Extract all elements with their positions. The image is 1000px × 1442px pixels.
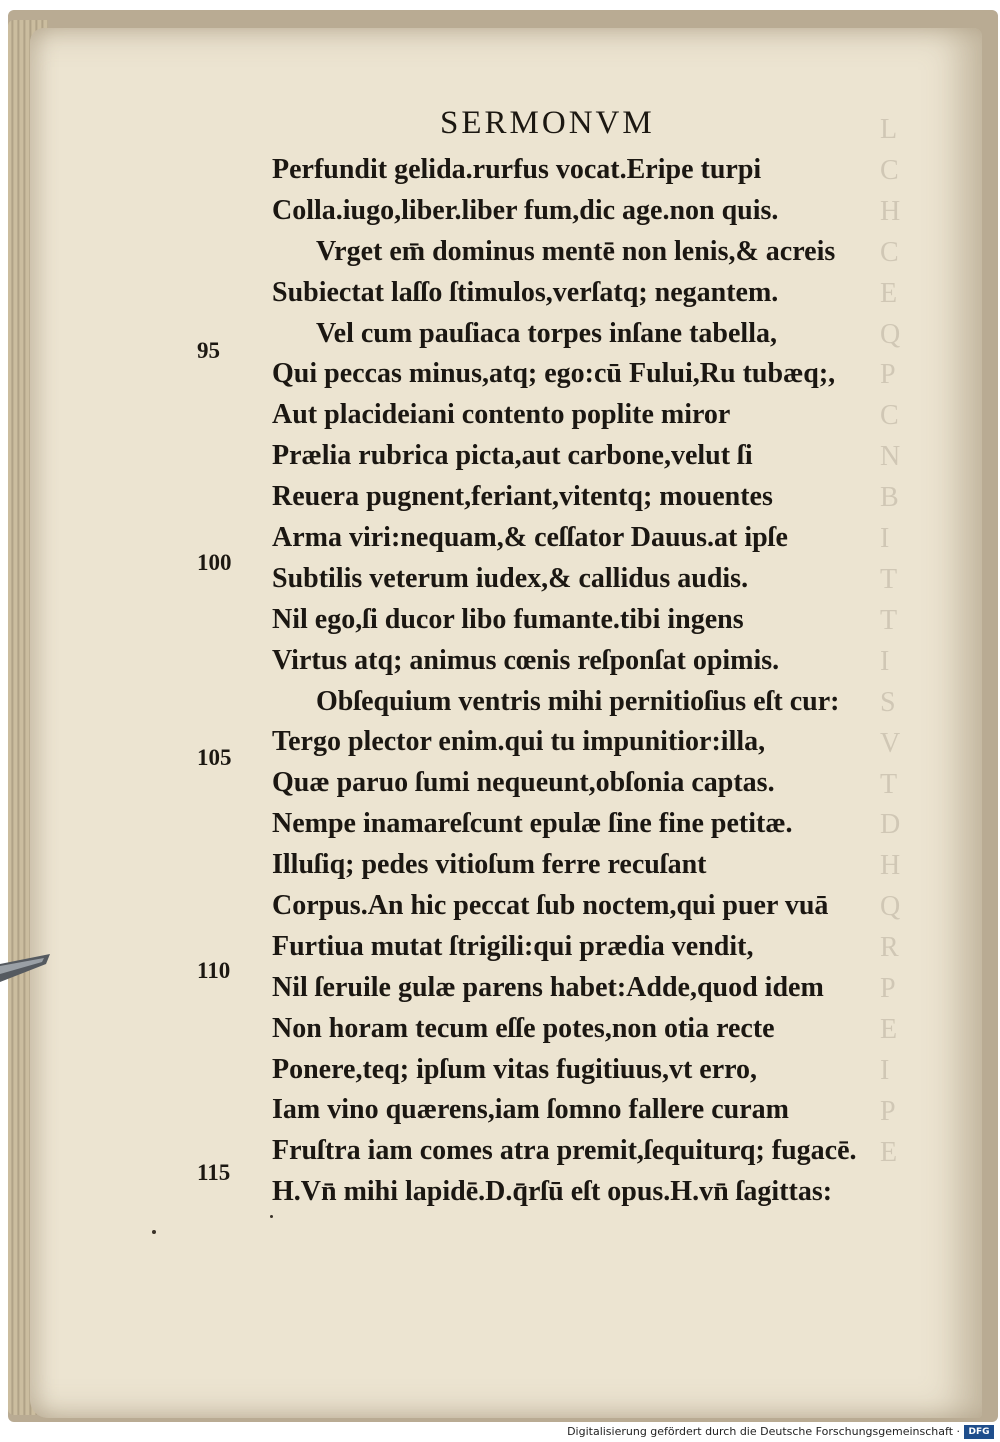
verse-line: Virtus atq; animus cœnis reſponſat opimis.	[272, 644, 780, 676]
verse-line: Fruſtra iam comes atra premit,ſequiturq; fugacē.	[272, 1135, 857, 1167]
verse-line: Perfundit gelida.rurfus vocat.Eripe turpi	[272, 154, 762, 185]
verse-line: Illuſiq; pedes vitioſum ferre recuſant	[272, 849, 707, 881]
verse-line: Nil ego,ſi ducor libo fumante.tibi ingens	[272, 603, 744, 635]
verse-line: Colla.iugo,liber.liber fum,dic age.non quis.	[272, 194, 779, 226]
verse-line: Vrget em̄ dominus mentē non lenis,& acreis	[316, 235, 836, 267]
verse-line: Nil ſeruile gulæ parens habet:Adde,quod idem	[272, 971, 824, 1003]
verse-line: Furtiua mutat ſtrigili:qui prædia vendit,	[272, 930, 754, 962]
verse-list	[272, 150, 872, 1213]
verse-line: Obſequium ventris mihi pernitioſius eſt cur:	[316, 685, 840, 717]
verse-line: Vel cum pauſiaca torpes inſane tabella,	[316, 317, 777, 349]
ink-speck	[152, 1230, 156, 1234]
verse-line: Ponere,teq; ipſum vitas fugitiuus,vt erro,	[272, 1053, 758, 1085]
line-number: 95	[197, 338, 220, 363]
line-number: 105	[197, 745, 232, 770]
verse-line: H.Vn̄ mihi lapidē.D.q̄rſū eſt opus.H.vn̄ ſagittas:	[272, 1176, 833, 1208]
verse-line: Reuera pugnent,feriant,vitentq; mouentes	[272, 481, 773, 513]
verse-line: Iam vino quærens,iam ſomno fallere curam	[272, 1094, 789, 1126]
verse-line: Corpus.An hic peccat ſub noctem,qui puer vuā	[272, 890, 829, 922]
show-through-text: L C H C E Q P C N B I T T I S V T D H Q R P E I P E	[880, 114, 901, 1168]
verse-line: Aut placideiani contento poplite miror	[272, 399, 731, 431]
verse-line: Non horam tecum eſſe potes,non otia recte	[272, 1012, 775, 1044]
scanner-pointer	[0, 952, 52, 992]
verse-line: Subtilis veterum iudex,& callidus audis.	[272, 562, 749, 594]
verse-line: Quæ paruo ſumi nequeunt,obſonia captas.	[272, 767, 775, 799]
running-head: SERMONVM	[440, 105, 655, 141]
line-number: 110	[197, 958, 231, 983]
digitization-credit: Digitalisierung gefördert durch die Deutsche Forschungsgemeinschaft ·	[567, 1425, 960, 1438]
ink-speck	[270, 1215, 273, 1218]
verse-line: Nempe inamareſcunt epulæ ſine fine petitæ.	[272, 808, 793, 840]
line-number: 100	[197, 550, 232, 575]
verse-line: Arma viri:nequam,& ceſſator Dauus.at ipſe	[272, 522, 788, 554]
verse-line: Qui peccas minus,atq; ego:cū Fului,Ru tubæq;,	[272, 358, 836, 390]
verse-line: Tergo plector enim.qui tu impunitior:illa,	[272, 726, 766, 758]
line-number: 115	[197, 1160, 231, 1185]
dfg-logo: DFG	[964, 1425, 994, 1439]
verse-line: Prælia rubrica picta,aut carbone,velut ſi	[272, 440, 753, 472]
verse-line: Subiectat laſſo ſtimulos,verſatq; negantem.	[272, 276, 779, 308]
